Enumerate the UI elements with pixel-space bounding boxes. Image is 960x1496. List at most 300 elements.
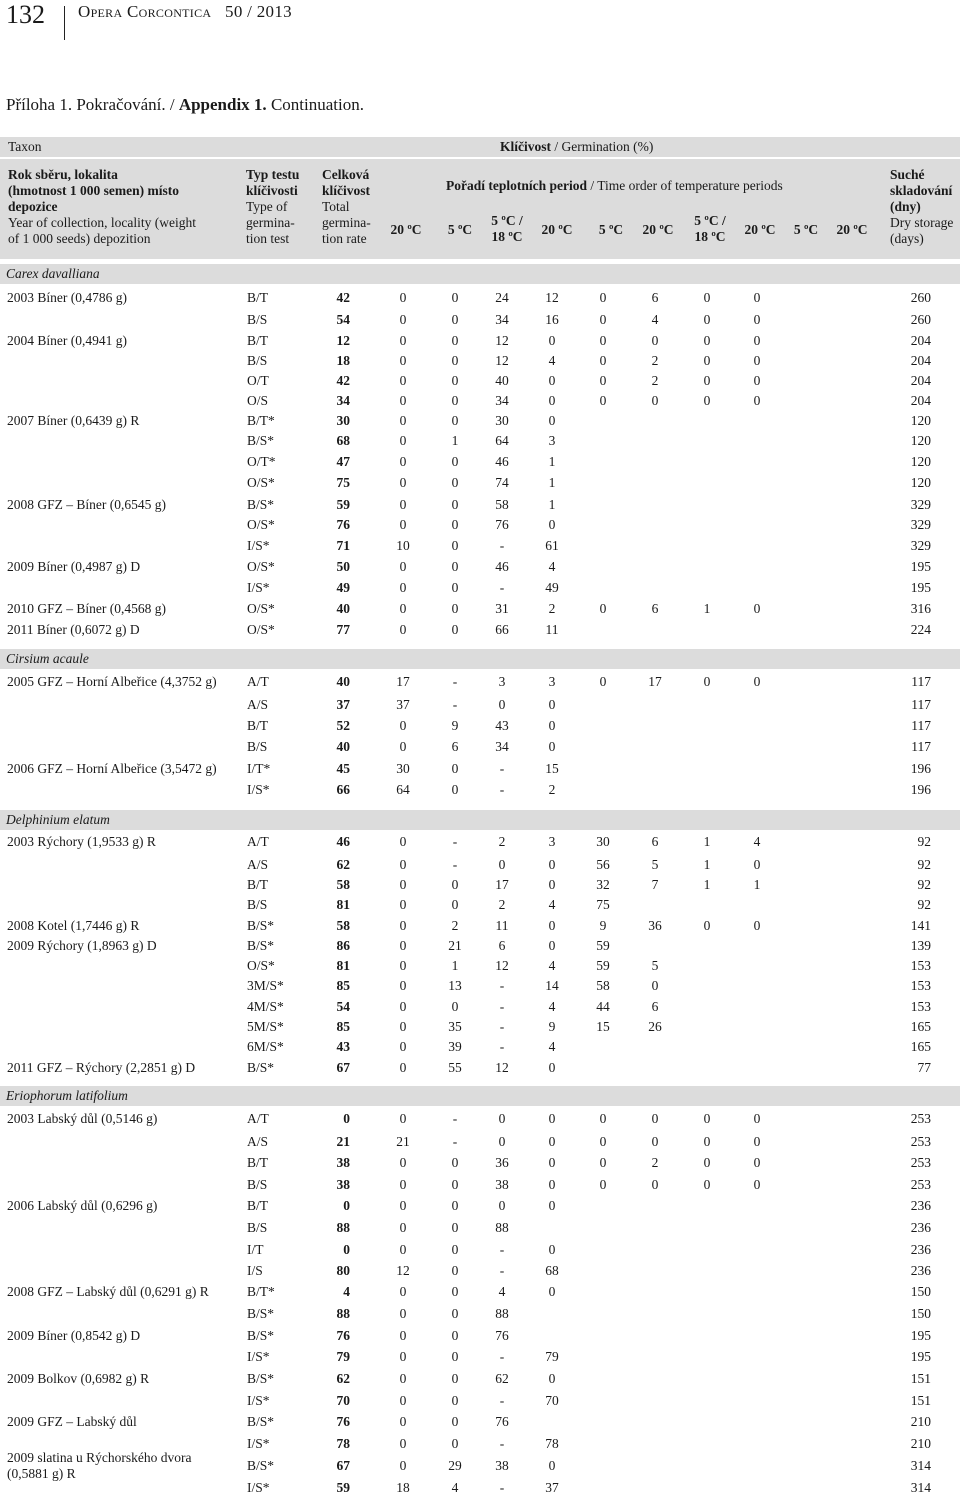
locality-label: 2007 Bíner (0,6439 g) R — [7, 413, 140, 428]
germination-value: - — [499, 580, 505, 595]
germination-value: 0 — [548, 1284, 556, 1299]
germination-value: 0 — [451, 1177, 459, 1192]
germination-value: 0 — [498, 697, 506, 712]
total-germination: 0 — [343, 1198, 350, 1213]
germination-value: 0 — [451, 353, 459, 368]
total-germination: 54 — [336, 999, 350, 1014]
germination-value: 0 — [399, 1155, 407, 1170]
dry-storage-days: 117 — [911, 739, 931, 754]
germination-value: 30 — [396, 761, 410, 776]
germination-value: 46 — [495, 559, 509, 574]
total-germination: 40 — [336, 739, 350, 754]
germination-value: 2 — [548, 601, 556, 616]
germination-value: 0 — [451, 312, 459, 327]
total-germination: 71 — [336, 538, 350, 553]
germination-value: 0 — [548, 413, 556, 428]
germination-value: 0 — [451, 497, 459, 512]
total-germination: 38 — [336, 1177, 350, 1192]
germination-value: 0 — [753, 290, 761, 305]
locality-label: 2011 GFZ – Rýchory (2,2851 g) D — [7, 1060, 196, 1075]
dry-storage-days: 253 — [910, 1177, 931, 1192]
germination-value: 76 — [495, 1328, 509, 1343]
germination-value: 40 — [495, 373, 509, 388]
germination-value: 0 — [599, 393, 607, 408]
germination-value: 3 — [548, 433, 556, 448]
germination-value: 4 — [548, 1039, 556, 1054]
taxon-header: Taxon — [8, 139, 42, 154]
germination-value: 0 — [451, 1306, 459, 1321]
germination-value: - — [499, 538, 505, 553]
germination-value: 0 — [399, 601, 407, 616]
temperature-header: 20 ºC — [642, 222, 674, 237]
germination-value: 0 — [753, 393, 761, 408]
germination-value: 0 — [599, 290, 607, 305]
dry-storage-days: 120 — [910, 413, 931, 428]
total-germination: 45 — [336, 761, 350, 776]
locality-label: (0,5881 g) R — [7, 1466, 76, 1481]
total-germination: 59 — [336, 1480, 350, 1495]
germination-value: 0 — [399, 1284, 407, 1299]
dry-storage-days: 196 — [910, 782, 931, 797]
germination-value: 34 — [495, 312, 509, 327]
germination-value: 12 — [396, 1263, 410, 1278]
germination-value: 0 — [753, 353, 761, 368]
germination-value: 36 — [495, 1155, 509, 1170]
dry-storage-days: 253 — [910, 1111, 931, 1126]
germination-value: 1 — [548, 497, 556, 512]
germination-value: 2 — [498, 834, 506, 849]
dry-storage-days: 153 — [910, 999, 931, 1014]
germination-value: 2 — [651, 1155, 659, 1170]
germination-value: 0 — [451, 1371, 459, 1386]
header-line: klíčivost — [322, 183, 371, 198]
header-line: germina- — [246, 215, 295, 230]
header-line: depozice — [8, 199, 58, 214]
total-germination: 66 — [336, 782, 350, 797]
germination-value: 0 — [399, 978, 407, 993]
germination-value: 1 — [548, 475, 556, 490]
germination-value: 0 — [451, 1284, 459, 1299]
germination-value: 6 — [651, 290, 659, 305]
total-germination: 43 — [336, 1039, 350, 1054]
germination-value: 4 — [548, 559, 556, 574]
temperature-header: 5 ºC — [598, 222, 624, 237]
germination-value: 34 — [495, 739, 509, 754]
germination-value: 0 — [451, 1242, 459, 1257]
germination-value: - — [452, 674, 458, 689]
dry-storage-days: 153 — [910, 958, 931, 973]
germination-value: 0 — [399, 999, 407, 1014]
total-germination: 62 — [336, 1371, 350, 1386]
appendix-title — [6, 95, 364, 115]
temperature-header: 18 ºC — [491, 229, 523, 244]
germination-value: 0 — [753, 1134, 761, 1149]
temperature-header: 20 ºC — [744, 222, 776, 237]
germination-value: 70 — [545, 1393, 559, 1408]
germination-value: 2 — [548, 782, 556, 797]
dry-storage-days: 236 — [910, 1220, 931, 1235]
germination-value: 17 — [396, 674, 410, 689]
test-type: B/T — [247, 877, 269, 892]
germination-value: 0 — [548, 739, 556, 754]
germination-value: 0 — [399, 1414, 407, 1429]
total-germination: 37 — [336, 697, 350, 712]
test-type: B/S — [247, 739, 268, 754]
dry-storage-days: 224 — [910, 622, 931, 637]
germination-value: 0 — [498, 857, 506, 872]
germination-value: 0 — [651, 393, 659, 408]
total-germination: 34 — [336, 393, 350, 408]
germination-value: 0 — [399, 1177, 407, 1192]
germination-cz: Klíčivost — [500, 139, 551, 154]
germination-value: 30 — [596, 834, 610, 849]
test-type: A/S — [247, 697, 269, 712]
test-type: B/S* — [247, 1328, 275, 1343]
germination-value: 0 — [399, 517, 407, 532]
dry-storage-days: 329 — [910, 517, 931, 532]
test-type: I/T — [247, 1242, 264, 1257]
germination-value: 0 — [703, 393, 711, 408]
total-germination: 54 — [336, 312, 350, 327]
dry-storage-days: 141 — [910, 918, 931, 933]
germination-value: 0 — [651, 333, 659, 348]
germination-value: 0 — [753, 674, 761, 689]
germination-value: 2 — [498, 897, 506, 912]
locality-label: 2009 GFZ – Labský důl — [7, 1414, 137, 1429]
germination-value: - — [499, 1242, 505, 1257]
germination-value: 26 — [648, 1019, 662, 1034]
germination-en: / Germination (%) — [551, 139, 654, 154]
germination-value: 0 — [399, 413, 407, 428]
temperature-header: 5 ºC / — [694, 213, 726, 228]
locality-label: 2005 GFZ – Horní Albeřice (4,3752 g) — [7, 674, 217, 689]
header-line: klíčivosti — [246, 183, 298, 198]
test-type: I/S* — [247, 580, 270, 595]
test-type: O/S* — [247, 601, 275, 616]
germination-value: 0 — [548, 1111, 556, 1126]
germination-value: 0 — [651, 978, 659, 993]
locality-label: 2009 slatina u Rýchorského dvora — [7, 1450, 192, 1465]
test-type: B/S* — [247, 497, 275, 512]
germination-value: 0 — [703, 373, 711, 388]
germination-value: 32 — [596, 877, 610, 892]
germination-value: 0 — [703, 312, 711, 327]
germination-value: 12 — [545, 290, 559, 305]
germination-value: 88 — [495, 1306, 509, 1321]
germination-value: 0 — [399, 1458, 407, 1473]
total-germination: 52 — [336, 718, 350, 733]
germination-value: 12 — [495, 1060, 509, 1075]
total-germination: 76 — [336, 1414, 350, 1429]
header-line: of 1 000 seeds) depozition — [8, 231, 151, 246]
test-type: B/S* — [247, 1371, 275, 1386]
dry-storage-days: 314 — [910, 1458, 931, 1473]
germination-value: 0 — [498, 1198, 506, 1213]
germination-value: 76 — [495, 517, 509, 532]
total-germination: 40 — [336, 601, 350, 616]
test-type: O/T* — [247, 454, 276, 469]
germination-value: 0 — [651, 1177, 659, 1192]
total-germination: 30 — [336, 413, 350, 428]
germination-value: 0 — [399, 333, 407, 348]
germination-value: 88 — [495, 1220, 509, 1235]
test-type: I/S* — [247, 1480, 270, 1495]
germination-value: 6 — [451, 739, 459, 754]
total-germination: 85 — [336, 978, 350, 993]
germination-value: 2 — [451, 918, 459, 933]
germination-value: 0 — [451, 877, 459, 892]
germination-value: 6 — [651, 999, 659, 1014]
test-type: I/T* — [247, 761, 271, 776]
germination-value: 0 — [451, 475, 459, 490]
germination-value: 0 — [548, 857, 556, 872]
germination-value: 0 — [451, 622, 459, 637]
germination-value: 0 — [753, 312, 761, 327]
germination-value: - — [499, 1436, 505, 1451]
locality-label: 2008 GFZ – Bíner (0,6545 g) — [7, 497, 166, 512]
test-type: B/S* — [247, 433, 275, 448]
germination-value: 0 — [451, 538, 459, 553]
dry-storage-days: 92 — [917, 834, 931, 849]
germination-value: 0 — [451, 559, 459, 574]
test-type: I/S* — [247, 782, 270, 797]
germination-value: 58 — [596, 978, 610, 993]
germination-value: 0 — [753, 1111, 761, 1126]
germination-value: 0 — [399, 1242, 407, 1257]
taxon-name: Delphinium elatum — [6, 812, 110, 827]
germination-value: 0 — [399, 1111, 407, 1126]
total-germination: 42 — [336, 373, 350, 388]
header-line: Dry storage — [890, 215, 954, 230]
locality-label: 2003 Bíner (0,4786 g) — [7, 290, 127, 305]
germination-value: 1 — [753, 877, 761, 892]
taxon-band — [0, 649, 960, 669]
dry-storage-days: 139 — [910, 938, 931, 953]
germination-value: 0 — [399, 1019, 407, 1034]
locality-label: 2006 GFZ – Horní Albeřice (3,5472 g) — [7, 761, 217, 776]
temperature-header: 20 ºC — [390, 222, 422, 237]
total-germination: 4 — [343, 1284, 350, 1299]
germination-value: 44 — [596, 999, 610, 1014]
test-type: 3M/S* — [247, 978, 284, 993]
taxon-band — [0, 1086, 960, 1106]
germination-value: 46 — [495, 454, 509, 469]
journal-title — [78, 2, 292, 22]
germination-value: 4 — [548, 999, 556, 1014]
germination-value: 0 — [399, 1039, 407, 1054]
germination-value: 0 — [548, 1198, 556, 1213]
header-line: Suché — [890, 167, 925, 182]
germination-value: 64 — [495, 433, 509, 448]
germination-value: 0 — [548, 333, 556, 348]
germination-value: 4 — [548, 897, 556, 912]
test-type: B/T — [247, 290, 269, 305]
locality-label: 2009 Bolkov (0,6982 g) R — [7, 1371, 150, 1386]
locality-label: 2010 GFZ – Bíner (0,4568 g) — [7, 601, 166, 616]
germination-value: 4 — [651, 312, 659, 327]
page-number: 132 — [6, 0, 45, 29]
total-germination: 86 — [336, 938, 350, 953]
test-type: A/S — [247, 1134, 269, 1149]
germination-value: 0 — [399, 1436, 407, 1451]
germination-value: 0 — [548, 697, 556, 712]
germination-value: 0 — [703, 333, 711, 348]
germination-value: 0 — [703, 353, 711, 368]
germination-value: 21 — [448, 938, 462, 953]
order-en: / Time order of temperature periods — [587, 178, 783, 193]
germination-value: 4 — [548, 353, 556, 368]
journal-smallcaps: orcontica — [138, 2, 212, 21]
taxon-band — [0, 264, 960, 284]
germination-value: 0 — [399, 918, 407, 933]
dry-storage-days: 260 — [910, 290, 931, 305]
germination-value: 1 — [703, 877, 711, 892]
dry-storage-days: 253 — [910, 1155, 931, 1170]
germination-value: 0 — [599, 333, 607, 348]
germination-value: 0 — [399, 1306, 407, 1321]
dry-storage-days: 204 — [910, 333, 931, 348]
germination-value: - — [452, 1111, 458, 1126]
germination-value: 0 — [599, 1177, 607, 1192]
total-germination: 79 — [336, 1349, 350, 1364]
header-line: Rok sběru, lokalita — [8, 167, 118, 182]
taxon-band — [0, 810, 960, 830]
germination-value: 0 — [451, 454, 459, 469]
germination-value: 12 — [495, 958, 509, 973]
germination-value: 0 — [451, 1328, 459, 1343]
germination-value: 0 — [548, 1177, 556, 1192]
test-type: I/S — [247, 1263, 263, 1278]
total-germination: 47 — [336, 454, 350, 469]
germination-value: 3 — [548, 674, 556, 689]
germination-value: 0 — [548, 1060, 556, 1075]
germination-value: 39 — [448, 1039, 462, 1054]
germination-value: 0 — [451, 1198, 459, 1213]
germination-value: 0 — [399, 454, 407, 469]
germination-value: 0 — [703, 1111, 711, 1126]
germination-value: 35 — [448, 1019, 462, 1034]
total-germination: 85 — [336, 1019, 350, 1034]
test-type: O/S* — [247, 622, 275, 637]
germination-value: 0 — [451, 601, 459, 616]
germination-value: 0 — [548, 938, 556, 953]
test-type: A/S — [247, 857, 269, 872]
dry-storage-days: 153 — [910, 978, 931, 993]
locality-label: 2003 Labský důl (0,5146 g) — [7, 1111, 158, 1126]
germination-value: 0 — [451, 1349, 459, 1364]
dry-storage-days: 117 — [911, 674, 931, 689]
title-appendix: Appendix 1. — [178, 95, 267, 114]
test-type: B/S — [247, 897, 268, 912]
germination-value: 0 — [548, 373, 556, 388]
germination-value: 0 — [399, 373, 407, 388]
germination-value: 6 — [651, 834, 659, 849]
header-line: tion rate — [322, 231, 367, 246]
test-type: B/S — [247, 353, 268, 368]
germination-value: 30 — [495, 413, 509, 428]
germination-value: 0 — [753, 857, 761, 872]
germination-value: 16 — [545, 312, 559, 327]
germination-value: 0 — [399, 1220, 407, 1235]
locality-label: 2008 GFZ – Labský důl (0,6291 g) R — [7, 1284, 209, 1299]
temperature-header: 20 ºC — [541, 222, 573, 237]
germination-value: 0 — [399, 1349, 407, 1364]
total-germination: 76 — [336, 1328, 350, 1343]
germination-value: 0 — [451, 1155, 459, 1170]
germination-value: 0 — [451, 580, 459, 595]
germination-value: 0 — [451, 1436, 459, 1451]
germination-value: 0 — [399, 290, 407, 305]
total-germination: 67 — [336, 1458, 350, 1473]
germination-value: 4 — [498, 1284, 506, 1299]
taxon-name: Carex davalliana — [6, 266, 100, 281]
germination-value: 24 — [495, 290, 509, 305]
header-line: skladování — [890, 183, 953, 198]
germination-value: 38 — [495, 1458, 509, 1473]
header-line: (dny) — [890, 199, 921, 214]
header-line: Celková — [322, 167, 370, 182]
germination-value: - — [499, 761, 505, 776]
journal-cap: O — [78, 2, 91, 21]
total-germination: 12 — [336, 333, 350, 348]
germination-value: 0 — [753, 918, 761, 933]
total-germination: 81 — [336, 897, 350, 912]
germination-value: 0 — [599, 1134, 607, 1149]
germination-value: 1 — [548, 454, 556, 469]
germination-value: - — [452, 834, 458, 849]
germination-value: 0 — [451, 897, 459, 912]
germination-value: 0 — [599, 674, 607, 689]
locality-label: 2009 Bíner (0,4987 g) D — [7, 559, 141, 574]
germination-value: 0 — [399, 1393, 407, 1408]
germination-value: 0 — [451, 1220, 459, 1235]
germination-value: 78 — [545, 1436, 559, 1451]
total-germination: 50 — [336, 559, 350, 574]
temperature-header: 5 ºC — [793, 222, 819, 237]
germination-value: 0 — [399, 877, 407, 892]
germination-value: 0 — [548, 517, 556, 532]
dry-storage-days: 165 — [910, 1019, 931, 1034]
journal-smallcaps: pera — [90, 2, 123, 21]
test-type-column-header — [246, 167, 299, 247]
test-type: 6M/S* — [247, 1039, 284, 1054]
total-germination: 58 — [336, 877, 350, 892]
germination-value: 0 — [451, 1414, 459, 1429]
germination-value: 0 — [548, 877, 556, 892]
germination-value: 15 — [545, 761, 559, 776]
germination-value: 0 — [451, 1263, 459, 1278]
total-germination: 88 — [336, 1220, 350, 1235]
germination-value: 0 — [451, 393, 459, 408]
dry-storage-days: 150 — [910, 1306, 931, 1321]
test-type: B/T — [247, 1155, 269, 1170]
germination-value: 0 — [599, 601, 607, 616]
germination-value: 12 — [495, 353, 509, 368]
test-type: B/S* — [247, 1306, 275, 1321]
test-type: B/T* — [247, 1284, 275, 1299]
germination-value: 0 — [548, 1242, 556, 1257]
header-divider — [64, 6, 65, 40]
germination-value: 75 — [596, 897, 610, 912]
total-germination: 70 — [336, 1393, 350, 1408]
germination-value: 0 — [498, 1134, 506, 1149]
order-cz: Pořadí teplotních period — [446, 178, 587, 193]
germination-value: 0 — [399, 1328, 407, 1343]
germination-value: - — [499, 1263, 505, 1278]
test-type: B/S — [247, 1177, 268, 1192]
test-type: O/S* — [247, 958, 275, 973]
dry-storage-days: 92 — [917, 877, 931, 892]
